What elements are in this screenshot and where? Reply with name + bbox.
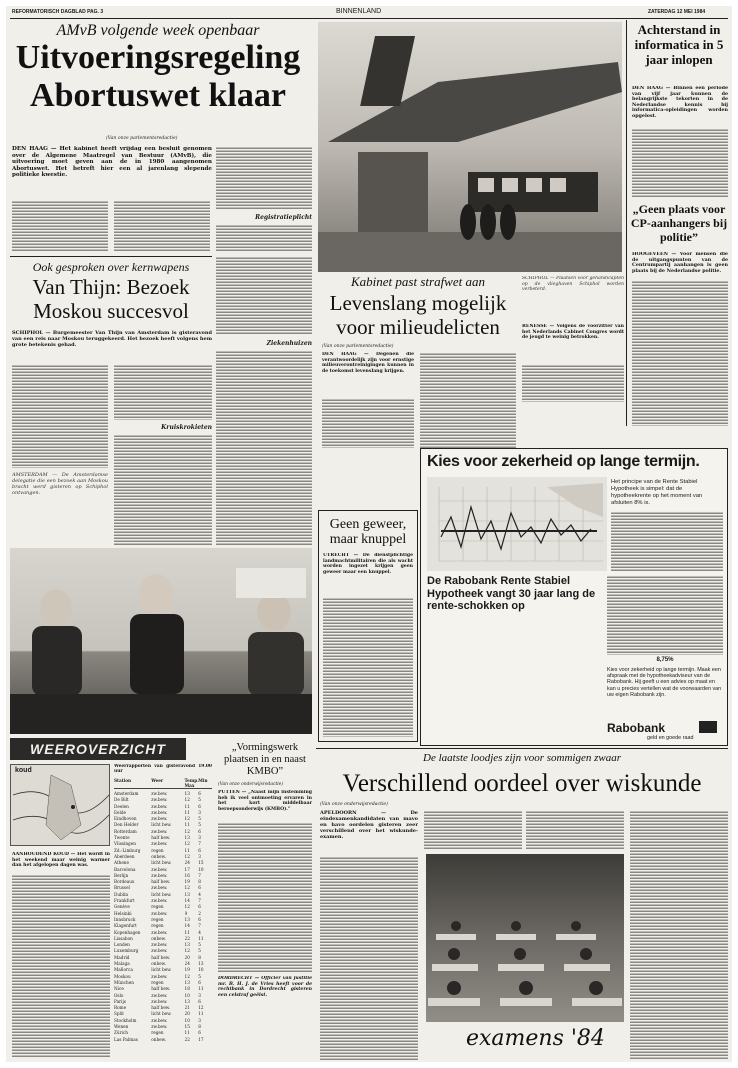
weather-cell: zw.bew. <box>151 898 168 904</box>
gpv-headline: „Geen plaats voor CP-aanhangers bij politie” <box>630 202 728 244</box>
kmbo-headline: „Vormingswerk plaatsen in en naast KMBO” <box>224 742 306 777</box>
weather-cell: Den Helder <box>114 822 139 828</box>
abortus-column-3b <box>216 224 312 252</box>
weather-cell: 3 <box>198 1017 201 1023</box>
weather-cell: zw.bew. <box>151 791 168 796</box>
weather-cell: zw.bew. <box>151 910 168 916</box>
weather-cell: onbew. <box>151 1036 167 1042</box>
exam-photo-label: examens '84 <box>466 1026 605 1051</box>
weather-cell: Eelde <box>114 809 127 815</box>
weather-cell: onbew. <box>151 961 167 967</box>
weather-cell: zw.bew. <box>151 828 168 834</box>
weather-cell: 12 <box>184 797 190 803</box>
kmbo-byline: (Van onze onderwijsredactie) <box>218 782 283 787</box>
weather-cell: 14 <box>184 923 190 929</box>
abortus-subhead-2: Ziekenhuizen <box>266 340 312 347</box>
abortus-headline-1: Uitvoeringsregeling <box>15 39 301 76</box>
weather-cell: zw.bew. <box>151 809 168 815</box>
weather-cell: regen <box>151 979 164 985</box>
ad-chart-intro: Het principe van de Rente Stabiel Hypotheek is simpel: dat de hypotheekrente op het moment van afsluiten 8% is. <box>611 479 703 506</box>
weather-cell: zw.bew. <box>151 841 168 847</box>
geweer-body <box>323 597 413 737</box>
weather-cell: 3 <box>198 835 201 841</box>
weather-cell: 6 <box>198 1030 201 1036</box>
weather-cell: 9 <box>184 910 188 916</box>
weather-cell: zw.bew. <box>151 1017 168 1023</box>
weather-table-body <box>114 791 212 1043</box>
weather-cell: zw.bew. <box>151 998 168 1004</box>
weather-cell: 3 <box>198 853 201 859</box>
weather-column-header: Weer <box>151 778 164 783</box>
weather-cell: 12 <box>184 973 190 979</box>
weather-cell: Frankfurt <box>114 898 135 904</box>
masthead-left: REFORMATORISCH DAGBLAD PAG. 3 <box>12 9 104 15</box>
achterstand-headline: Achterstand in informatica in 5 jaar inlopen <box>634 22 724 67</box>
weather-cell: 19 <box>184 967 190 973</box>
weather-cell: 5 <box>198 816 201 822</box>
weather-cell: 7 <box>198 898 201 904</box>
abortus-column-1 <box>12 200 108 252</box>
kmbo-note: DORDRECHT — Officier van justitie mr. B. H. J. de Vries heeft voor de rechtbank in Dordrecht gisteren een celstraf geëist. <box>218 976 312 998</box>
weather-cell: 5 <box>198 948 201 954</box>
weather-cell: regen <box>151 916 164 922</box>
weather-cell: zw.bew. <box>151 803 168 809</box>
vanthijn-column-2 <box>114 364 212 420</box>
masthead-rule <box>10 18 728 19</box>
weather-cell: 11 <box>184 847 190 853</box>
weather-cell: 17 <box>184 866 190 872</box>
wiskunde-column-1 <box>320 856 418 1060</box>
weather-cell: Madrid <box>114 954 130 960</box>
weather-cell: Kopenhagen <box>114 929 141 935</box>
weather-cell: Brussel <box>114 885 130 891</box>
weather-cell: Innsbruck <box>114 916 136 922</box>
renesse-note: RENESSE — Volgens de voorzitter van het Nederlands Cabinet Congres wordt de jeugd te weinig betrokken. <box>522 324 624 341</box>
masthead-date: ZATERDAG 12 MEI 1984 <box>648 9 706 15</box>
vanthijn-headline-1: Van Thijn: Bezoek <box>32 275 190 299</box>
ad-slogan: geld en goede raad <box>647 735 694 741</box>
weather-cell: 10 <box>184 1017 190 1023</box>
vanthijn-subhead: Kruiskrokieten <box>161 424 212 431</box>
weather-cell: licht bew. <box>151 860 172 866</box>
weather-cell: zw.bew. <box>151 1023 168 1029</box>
airplane-scene <box>318 22 622 272</box>
geweer-box <box>318 510 418 742</box>
weather-cell: 7 <box>198 872 201 878</box>
weather-cell: 15 <box>184 1023 190 1029</box>
weather-cell: zw.bew. <box>151 797 168 803</box>
weather-cell: 6 <box>198 904 201 910</box>
ad-brand: Rabobank <box>607 721 666 735</box>
weather-cell: 11 <box>184 809 190 815</box>
weather-column-header: Station <box>114 778 132 783</box>
weather-cell: Rotterdam <box>114 828 137 834</box>
weather-cell: 10 <box>198 967 204 973</box>
ad-body-1 <box>607 575 723 655</box>
weather-cell: Dublin <box>114 891 129 897</box>
weather-cell: Klagenfurt <box>114 923 137 929</box>
abortus-column-2 <box>114 200 210 252</box>
weather-cell: zw.bew. <box>151 816 168 822</box>
weather-cell: Split <box>114 1011 124 1017</box>
milieu-headline-1: Levenslang mogelijk <box>329 291 507 315</box>
ad-rate: 8,75% <box>656 657 674 663</box>
achterstand-body <box>632 128 728 198</box>
weather-cell: zw.bew. <box>151 866 168 872</box>
weather-cell: 11 <box>184 822 190 828</box>
weather-cell: Bordeaux <box>114 879 135 885</box>
weather-cell: 6 <box>198 791 201 796</box>
weather-cell: 8 <box>198 954 201 960</box>
weather-cell: 12 <box>184 904 190 910</box>
weather-cell: 16 <box>184 872 190 878</box>
weather-cell: Deelen <box>114 803 129 809</box>
weather-cell: 3 <box>198 809 201 815</box>
weather-cell: half bew. <box>151 1005 171 1011</box>
weather-cell: München <box>114 979 134 985</box>
weather-cell: 11 <box>198 1011 204 1017</box>
weather-row <box>114 1037 212 1043</box>
weather-cell: licht bew. <box>151 1011 172 1017</box>
weather-cell: 5 <box>198 973 201 979</box>
weather-cell: Athene <box>114 860 129 866</box>
weather-cell: zw.bew. <box>151 885 168 891</box>
weather-cell: 20 <box>184 954 190 960</box>
weather-cell: 24 <box>184 961 190 967</box>
geweer-headline: Geen geweer, maar knuppel <box>329 517 407 547</box>
weather-cell: 6 <box>198 979 201 985</box>
weather-cell: 24 <box>184 860 190 866</box>
weather-table-header <box>114 778 212 789</box>
weather-cell: 13 <box>184 835 190 841</box>
weather-cell: 21 <box>184 1005 190 1011</box>
achterstand-lead: DEN HAAG — Binnen een periode van vijf jaar kunnen de belangrijkste tekorten in de Nederlandse kennis bij informatica-opleidingen worden opgelost. <box>632 86 728 119</box>
weather-cell: Zürich <box>114 1030 128 1036</box>
weather-cell: Amsterdam <box>114 791 139 796</box>
kmbo-lead: PUTTEN — „Naast mijn instemming heb ik veel ontmoeting ervaren in het kort middelbaar beroepsonderwijs (KMBO).” <box>218 790 312 812</box>
milieu-column-1 <box>322 398 414 448</box>
weather-cell: Helsinki <box>114 910 132 916</box>
weather-cell: Parijs <box>114 998 126 1004</box>
weather-cell: 12 <box>184 948 190 954</box>
weather-map-lines <box>11 765 111 847</box>
weather-cell: zw.bew. <box>151 872 168 878</box>
weather-cell: 13 <box>184 791 190 796</box>
abortus-byline: (Van onze parlementsredactie) <box>106 136 178 141</box>
weather-cell: 8 <box>198 879 201 885</box>
vanthijn-column-3 <box>114 434 212 546</box>
wiskunde-lead: APELDOORN — De eindexamenkandidaten van mavo en havo oordelen gisteren zeer verschillend over het wiskunde-examen. <box>320 810 418 840</box>
weather-cell: Wenen <box>114 1023 129 1029</box>
weather-cell: 22 <box>184 935 190 941</box>
weather-cell: 14 <box>184 898 190 904</box>
weather-cell: Stockholm <box>114 1017 137 1023</box>
right-column-rule <box>626 20 627 426</box>
weather-cell: 13 <box>184 916 190 922</box>
weather-cell: 7 <box>198 923 201 929</box>
weather-cell: 6 <box>198 828 201 834</box>
weather-cell: 22 <box>184 1036 190 1042</box>
weather-cell: Oslo <box>114 992 124 998</box>
abortus-lead: DEN HAAG — Het kabinet heeft vrijdag een besluit genomen over de Algemene Maatregel van Bestuur (AMvB), die uitvoering moet geven aan de in 1980 aangenomen Abortuswet. Het betreft hier een al jarenlang slepende politieke kwestie. <box>12 146 212 178</box>
weather-cell: 4 <box>198 891 201 897</box>
wiskunde-byline: (Van onze onderwijsredactie) <box>320 802 388 807</box>
weather-cell: Mallorca <box>114 967 133 973</box>
weather-cell: licht bew. <box>151 891 172 897</box>
weather-cell: 15 <box>198 860 204 866</box>
weather-lead: AANHOUDEND KOUD — Het wordt in het weekend maar weinig warmer dan het afgelopen dagen was. <box>12 852 110 869</box>
vanthijn-headline-2: Moskou succesvol <box>33 299 189 323</box>
weather-cell: 11 <box>184 1030 190 1036</box>
weather-column-header: Temp. Max <box>184 778 199 788</box>
press-conference-photo <box>10 548 312 734</box>
wiskunde-column-3 <box>526 810 624 850</box>
weather-cell: onbew. <box>151 853 167 859</box>
weather-cell: licht bew. <box>151 967 172 973</box>
weather-cell: 6 <box>198 847 201 853</box>
abortus-headline-2: Abortuswet klaar <box>30 77 286 114</box>
weather-cell: 4 <box>198 929 201 935</box>
weather-cell: zw.bew. <box>151 929 168 935</box>
weather-cell: Rome <box>114 1005 127 1011</box>
weather-cell: regen <box>151 847 164 853</box>
abortus-subhead: Registratieplicht <box>255 214 312 221</box>
milieu-column-2 <box>420 352 516 448</box>
weather-cell: Genève <box>114 904 130 910</box>
weather-cell: 10 <box>198 866 204 872</box>
weather-cell: 12 <box>184 816 190 822</box>
weather-cell: zw.bew. <box>151 942 168 948</box>
weather-cell: regen <box>151 923 164 929</box>
weather-cell: 12 <box>184 828 190 834</box>
abortus-column-4 <box>216 256 312 334</box>
weather-cell: 13 <box>184 998 190 1004</box>
ad-rate-chart <box>427 477 607 571</box>
wiskunde-column-4 <box>630 810 728 1060</box>
airport-photo <box>318 22 622 272</box>
ad-chart-text <box>611 511 723 571</box>
weather-cell: Zd.-Limburg <box>114 847 141 853</box>
weather-cell: Nice <box>114 986 124 992</box>
weather-cell: 18 <box>184 986 190 992</box>
wiskunde-headline: Verschillend oordeel over wiskunde <box>342 770 702 797</box>
ad-body-2: Kies voor zekerheid op lange termijn. Maak een afspraak met de hypotheekadviseur van de Rabobank. Hij geeft u een advies op maat en kan u precies vertellen wat de voorwaarden van uw eigen Rabobank zijn. <box>607 667 722 698</box>
weather-cell: 11 <box>198 986 204 992</box>
vanthijn-caption: AMSTERDAM — De Amsterdamse delegatie die een bezoek aan Moskou bracht werd gisteren op Schiphol ontvangen. <box>12 472 108 496</box>
weather-body <box>12 874 110 1058</box>
weather-map-label: koud <box>15 767 32 774</box>
vanthijn-lead: SCHIPHOL — Burgemeester Van Thijn van Amsterdam is gisteravond van een reis naar Moskou teruggekeerd. Het bezoek heeft volgens hem grote betekenis gehad. <box>12 330 212 348</box>
weather-cell: 12 <box>184 841 190 847</box>
weather-cell: 12 <box>198 1005 204 1011</box>
press-conference-figures <box>10 548 312 734</box>
wiskunde-column-2 <box>424 810 522 850</box>
abortus-column-5 <box>216 350 312 546</box>
weather-column-header: Min <box>198 778 208 783</box>
weather-cell: 13 <box>184 979 190 985</box>
weather-cell: De Bilt <box>114 797 129 803</box>
weather-cell: 12 <box>184 853 190 859</box>
gpv-body <box>632 280 728 426</box>
weather-cell: 12 <box>184 885 190 891</box>
wiskunde-kicker: De laatste loodjes zijn voor sommigen zwaar <box>423 752 621 764</box>
milieu-kicker: Kabinet past strafwet aan <box>351 274 485 289</box>
weather-cell: zw.bew. <box>151 948 168 954</box>
weather-table <box>114 764 212 1060</box>
milieu-lead: DEN HAAG — Degenen die verantwoordelijk zijn voor ernstige milieuverontreinigingen kunnen in de toekomst levenslang krijgen. <box>322 352 414 374</box>
weather-cell: 13 <box>198 961 204 967</box>
weather-cell: Londen <box>114 942 130 948</box>
rabobank-logo-icon <box>699 721 717 733</box>
schiphol-note: SCHIPHOL — Plaatsen voor gehandicapten op de vlieghaven Schiphol worden verbeterd. <box>522 276 624 293</box>
weather-banner: WEEROVERZICHT <box>10 738 186 760</box>
weather-cell: 6 <box>198 885 201 891</box>
ad-subhead: De Rabobank Rente Stabiel Hypotheek vangt 30 jaar lang de rente-schokken op <box>427 575 596 612</box>
weather-cell: 6 <box>198 998 201 1004</box>
weather-cell: Twente <box>114 835 130 841</box>
weather-cell: half bew. <box>151 954 171 960</box>
renesse-body <box>522 364 624 402</box>
milieu-headline-2: voor milieudelicten <box>336 315 500 339</box>
weather-cell: regen <box>151 904 164 910</box>
weather-cell: zw.bew. <box>151 992 168 998</box>
geweer-lead: UTRECHT — De dienstplichtige landmachtmilitairen die als wacht worden ingezet krijgen geen geweer maar een knuppel. <box>323 553 413 575</box>
weather-cell: Eindhoven <box>114 816 137 822</box>
weather-cell: 11 <box>184 929 190 935</box>
weather-cell: zw.bew. <box>151 973 168 979</box>
weather-cell: 11 <box>184 803 190 809</box>
vanthijn-column-1 <box>12 364 108 468</box>
weather-cell: 13 <box>184 942 190 948</box>
weather-cell: 5 <box>198 797 201 803</box>
weather-cell: Luxemburg <box>114 948 139 954</box>
weather-cell: half bew. <box>151 835 171 841</box>
weather-cell: 3 <box>198 992 201 998</box>
exam-hall-photo <box>426 854 624 1060</box>
weather-cell: 5 <box>198 942 201 948</box>
weather-cell: half bew. <box>151 879 171 885</box>
weather-cell: 2 <box>198 910 201 916</box>
weather-cell: 11 <box>198 935 204 941</box>
weather-cell: 19 <box>184 879 190 885</box>
weather-cell: licht bew. <box>151 822 172 828</box>
wiskunde-rule <box>316 748 728 749</box>
weather-cell: Barcelona <box>114 866 136 872</box>
abortus-kicker: AMvB volgende week openbaar <box>56 22 260 39</box>
weather-cell: 8 <box>198 1023 201 1029</box>
vanthijn-kicker: Ook gesproken over kernwapens <box>32 260 190 274</box>
milieu-byline: (Van onze parlementsredactie) <box>322 344 394 349</box>
abortus-column-3 <box>216 146 312 210</box>
kmbo-body <box>218 822 312 972</box>
vanthijn-rule <box>10 256 212 257</box>
weather-map <box>10 764 110 846</box>
rabobank-ad <box>420 448 728 746</box>
weather-cell: Aberdeen <box>114 853 135 859</box>
weather-cell: onbew. <box>151 935 167 941</box>
weather-cell: 17 <box>198 1036 204 1042</box>
weather-table-title: Weerrapporten van gisteravond 19.00 uur <box>114 764 212 774</box>
weather-cell: 13 <box>184 891 190 897</box>
weather-cell: Las Palmas <box>114 1036 138 1042</box>
weather-cell: 10 <box>184 992 190 998</box>
ad-headline: Kies voor zekerheid op lange termijn. <box>427 453 700 470</box>
weather-cell: Berlijn <box>114 872 129 878</box>
weather-cell: half bew. <box>151 986 171 992</box>
masthead-section: BINNENLAND <box>336 8 382 15</box>
weather-cell: Moskou <box>114 973 131 979</box>
weather-cell: 20 <box>184 1011 190 1017</box>
weather-cell: 6 <box>198 916 201 922</box>
gpv-lead: HOOGEVEEN — Voor mensen die de uitgangspunten van de Centrumpartij aanhangen is geen plaats bij de Nederlandse politie. <box>632 252 728 274</box>
weather-cell: Vlissingen <box>114 841 136 847</box>
weather-cell: 5 <box>198 822 201 828</box>
weather-cell: 7 <box>198 841 201 847</box>
weather-cell: 6 <box>198 803 201 809</box>
newspaper-page <box>6 6 732 1062</box>
weather-cell: Lissabon <box>114 935 133 941</box>
weather-cell: regen <box>151 1030 164 1036</box>
weather-cell: Malaga <box>114 961 130 967</box>
